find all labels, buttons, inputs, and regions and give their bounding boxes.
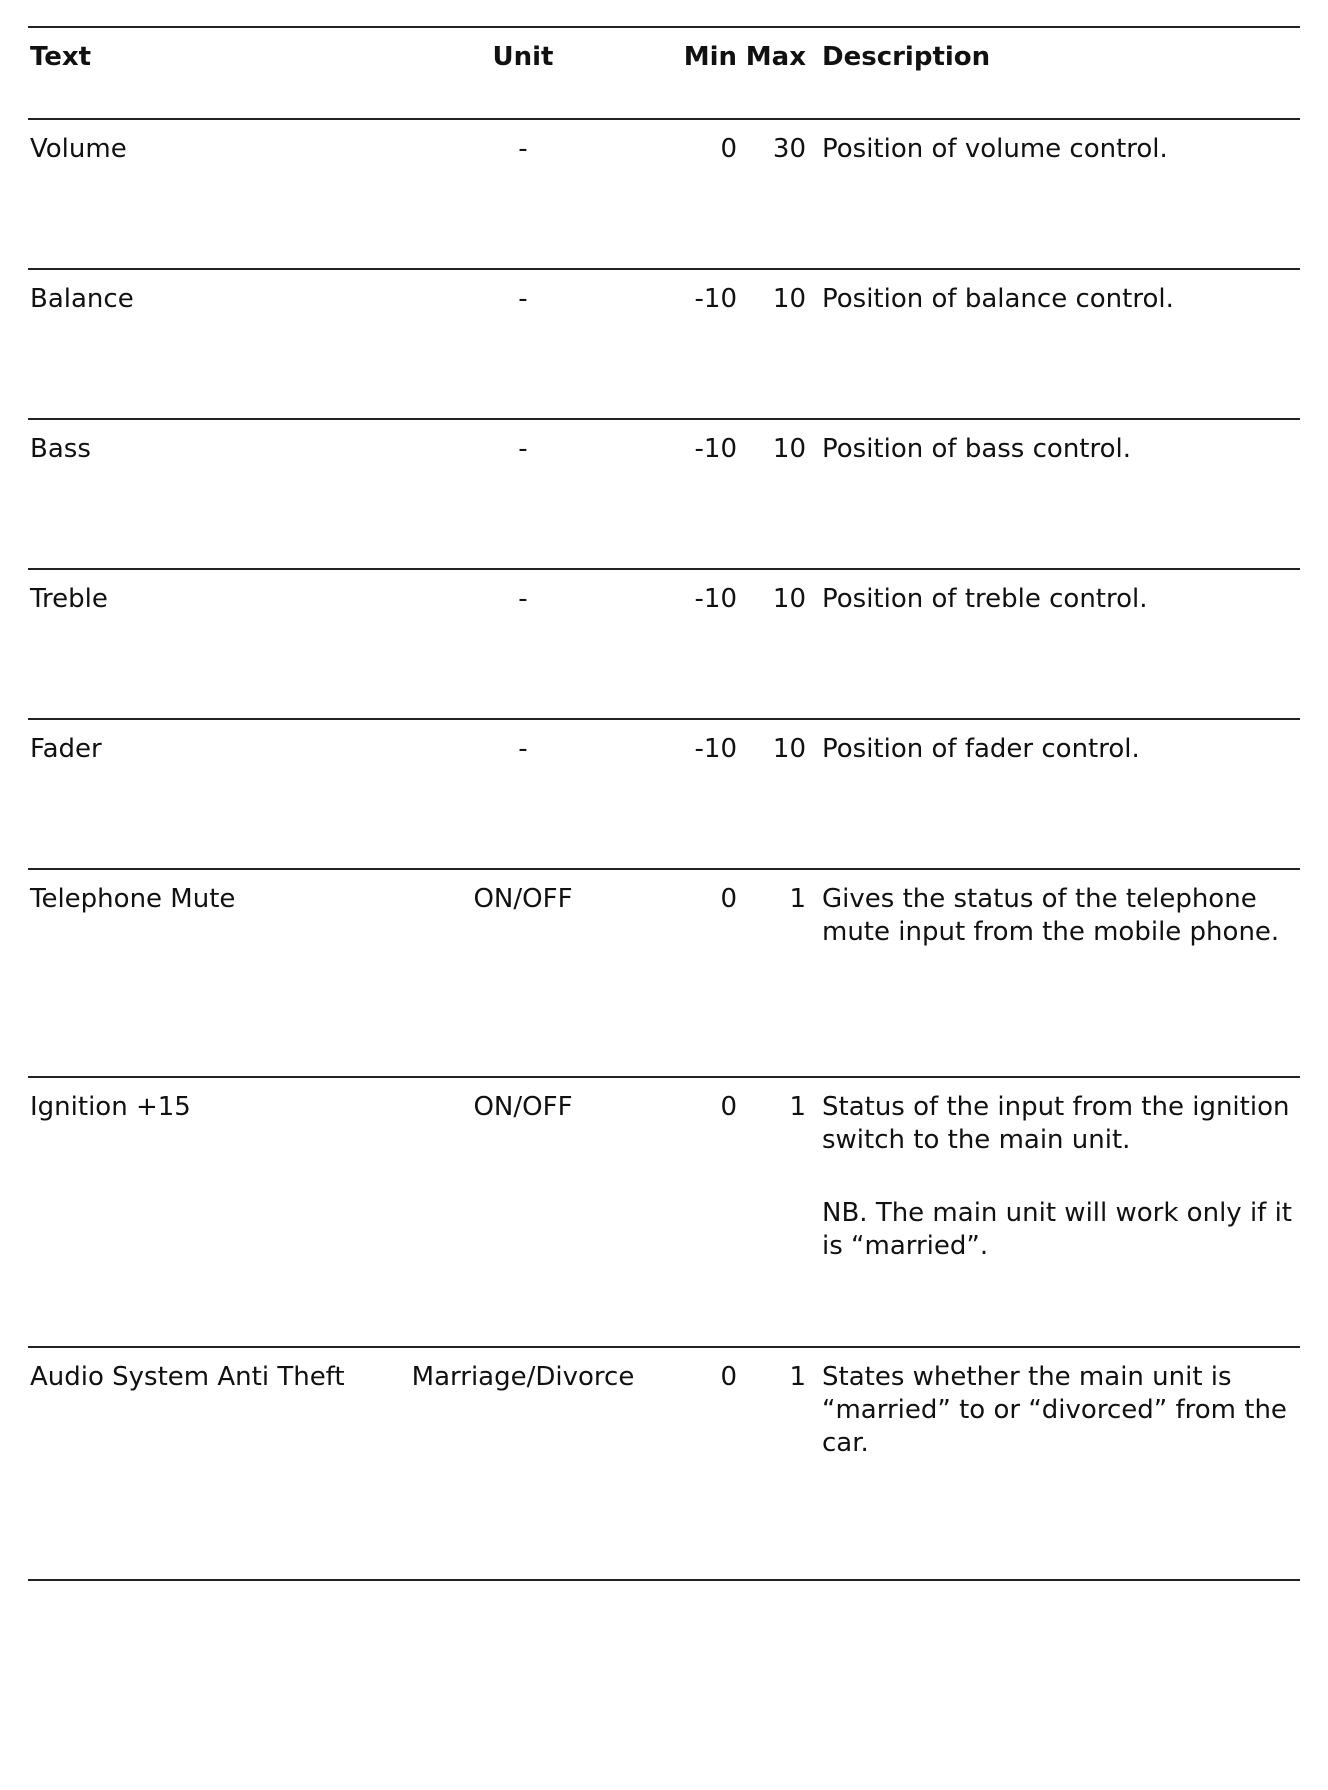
row-description	[818, 120, 1300, 268]
row-unit: -	[518, 734, 528, 764]
row-unit: Marriage/Divorce	[411, 1362, 635, 1392]
row-text: Telephone Mute	[30, 884, 236, 914]
row-unit: -	[518, 584, 528, 614]
header-unit: Unit	[492, 42, 554, 72]
row-max: 1	[789, 1362, 806, 1392]
row-min: -10	[694, 434, 737, 464]
header-max: Max	[745, 42, 806, 72]
row-text: Bass	[30, 434, 91, 464]
description-paragraph: Position of treble control.	[822, 584, 1148, 614]
table-row	[28, 1346, 1300, 1581]
row-min: 0	[720, 884, 737, 914]
header-min: Min	[683, 42, 737, 72]
table-header-row	[28, 26, 1300, 118]
row-unit: -	[518, 284, 528, 314]
description-paragraph: Status of the input from the ignition switch to the main unit.	[822, 1092, 1290, 1155]
row-text: Treble	[30, 584, 108, 614]
row-text: Balance	[30, 284, 134, 314]
row-unit: ON/OFF	[473, 884, 573, 914]
row-min: 0	[720, 1092, 737, 1122]
row-text: Audio System Anti Theft	[30, 1362, 345, 1392]
row-max: 1	[789, 1092, 806, 1122]
row-description	[818, 270, 1300, 418]
row-description	[818, 1348, 1300, 1579]
row-max: 1	[789, 884, 806, 914]
description-paragraph: Gives the status of the telephone mute input from the mobile phone.	[822, 884, 1280, 947]
description-paragraph: Position of bass control.	[822, 434, 1132, 464]
row-max: 10	[772, 434, 806, 464]
description-paragraph: Position of balance control.	[822, 284, 1174, 314]
header-text: Text	[30, 42, 92, 72]
row-unit: ON/OFF	[473, 1092, 573, 1122]
row-min: -10	[694, 284, 737, 314]
table-row	[28, 1076, 1300, 1346]
row-min: 0	[720, 134, 737, 164]
row-max: 10	[772, 734, 806, 764]
table-row	[28, 718, 1300, 868]
table-row	[28, 118, 1300, 268]
row-unit: -	[518, 434, 528, 464]
row-max: 30	[772, 134, 806, 164]
row-description	[818, 420, 1300, 568]
table-row	[28, 568, 1300, 718]
row-description	[818, 570, 1300, 718]
row-unit: -	[518, 134, 528, 164]
row-min: 0	[720, 1362, 737, 1392]
table-row	[28, 268, 1300, 418]
row-max: 10	[772, 584, 806, 614]
row-description	[818, 870, 1300, 1076]
row-text: Volume	[30, 134, 127, 164]
description-paragraph: States whether the main unit is “married” to or “divorced” from the car.	[822, 1362, 1287, 1458]
table-row	[28, 418, 1300, 568]
row-description	[818, 720, 1300, 868]
parameter-table	[28, 26, 1300, 1581]
row-max: 10	[772, 284, 806, 314]
row-min: -10	[694, 734, 737, 764]
description-paragraph: Position of fader control.	[822, 734, 1140, 764]
description-paragraph: Position of volume control.	[822, 134, 1168, 164]
row-min: -10	[694, 584, 737, 614]
description-note: NB. The main unit will work only if it is “married”.	[822, 1198, 1293, 1261]
row-description	[818, 1078, 1300, 1346]
header-description: Description	[822, 42, 991, 72]
row-text: Ignition +15	[30, 1092, 191, 1122]
table-row	[28, 868, 1300, 1076]
row-text: Fader	[30, 734, 102, 764]
